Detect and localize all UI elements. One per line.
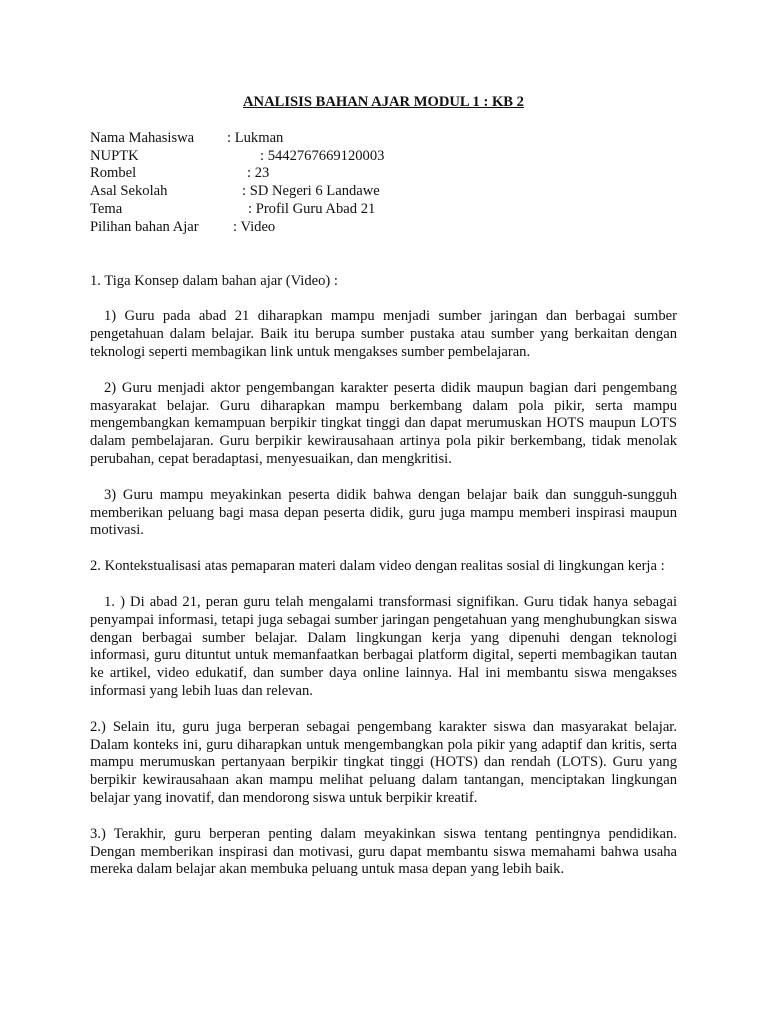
identity-value: : Profil Guru Abad 21 — [248, 200, 376, 217]
identity-value: : Video — [233, 218, 276, 235]
section-2-heading: 2. Kontekstualisasi atas pemaparan materi dalam video dengan realitas sosial di lingkungan kerja : — [90, 558, 665, 575]
identity-row-nuptk — [90, 148, 677, 166]
identity-value: : Lukman — [227, 129, 284, 146]
document-title: ANALISIS BAHAN AJAR MODUL 1 : KB 2 — [243, 94, 524, 110]
identity-label: NUPTK — [90, 147, 139, 164]
identity-label: Rombel — [90, 165, 137, 182]
identity-label: Asal Sekolah — [90, 183, 168, 200]
identity-block — [90, 130, 677, 237]
identity-row-name — [90, 130, 677, 148]
section-1-paragraph-1: 1) Guru pada abad 21 diharapkan mampu menjadi sumber jaringan dan berbagai sumber pengetahuan dalam belajar. Baik itu berupa sumber pustaka atau sumber yang berkaitan dengan teknologi seperti membagikan link untuk mengakses sumber pembelajaran. — [90, 308, 677, 360]
identity-label: Nama Mahasiswa — [90, 129, 195, 146]
identity-label: Tema — [90, 200, 123, 217]
section-1-paragraph-2: 2) Guru menjadi aktor pengembangan karakter peserta didik maupun bagian dari pengembang masyarakat belajar. Guru diharapkan mampu berkembang dalam pola pikir, serta mampu mengembangkan kemampuan berpikir tingkat tinggi dan dapat merumuskan HOTS maupun LOTS dalam pembelajaran. Guru berpikir kewirausahaan artinya pola pikir berkembang, tidak menolak perubahan, cepat beradaptasi, menyesuaikan, dan mengkritisi. — [90, 379, 677, 467]
identity-row-theme — [90, 201, 677, 219]
identity-value: : 23 — [247, 165, 270, 182]
identity-value: : SD Negeri 6 Landawe — [242, 183, 380, 200]
section-2-paragraph-3: 3.) Terakhir, guru berperan penting dalam meyakinkan siswa tentang pentingnya pendidikan. Dengan memberikan inspirasi dan motivasi, guru dapat membantu siswa memahami bahwa usaha mereka dalam belajar akan membuka peluang untuk masa depan yang lebih baik. — [90, 825, 677, 878]
section-1-heading: 1. Tiga Konsep dalam bahan ajar (Video) : — [90, 272, 338, 289]
identity-value: : 5442767669120003 — [260, 147, 385, 164]
section-1-paragraph-3: 3) Guru mampu meyakinkan peserta didik bahwa dengan belajar baik dan sungguh-sungguh memberikan peluang bagi masa depan peserta didik, guru juga mampu memberi inspirasi maupun motivasi. — [90, 486, 677, 539]
section-2-paragraph-2: 2.) Selain itu, guru juga berperan sebagai pengembang karakter siswa dan masyarakat belajar. Dalam konteks ini, guru diharapkan untuk mengembangkan pola pikir yang adaptif dan kritis, serta mampu merumuskan pertanyaan berpikir tingkat tinggi (HOTS) dan rendah (LOTS). Guru yang berpikir kewirausahaan akan mampu melihat peluang dalam tantangan, menciptakan lingkungan belajar yang inovatif, dan mendorong siswa untuk berpikir kreatif. — [90, 718, 677, 806]
identity-row-material — [90, 219, 677, 237]
section-2-paragraph-1: 1. ) Di abad 21, peran guru telah mengalami transformasi signifikan. Guru tidak hanya sebagai penyampai informasi, tetapi juga sebagai sumber jaringan pengetahuan yang menghubungkan siswa dengan berbagai sumber belajar. Dalam lingkungan kerja yang dipenuhi dengan teknologi informasi, guru dituntut untuk memanfaatkan berbagai platform digital, seperti membagikan tautan ke artikel, video edukatif, dan sumber daya online lainnya. Hal ini membantu siswa mengakses informasi yang lebih luas dan relevan. — [90, 593, 677, 699]
identity-row-rombel — [90, 165, 677, 183]
identity-row-school — [90, 183, 677, 201]
identity-label: Pilihan bahan Ajar — [90, 218, 199, 235]
document-page — [90, 94, 677, 897]
